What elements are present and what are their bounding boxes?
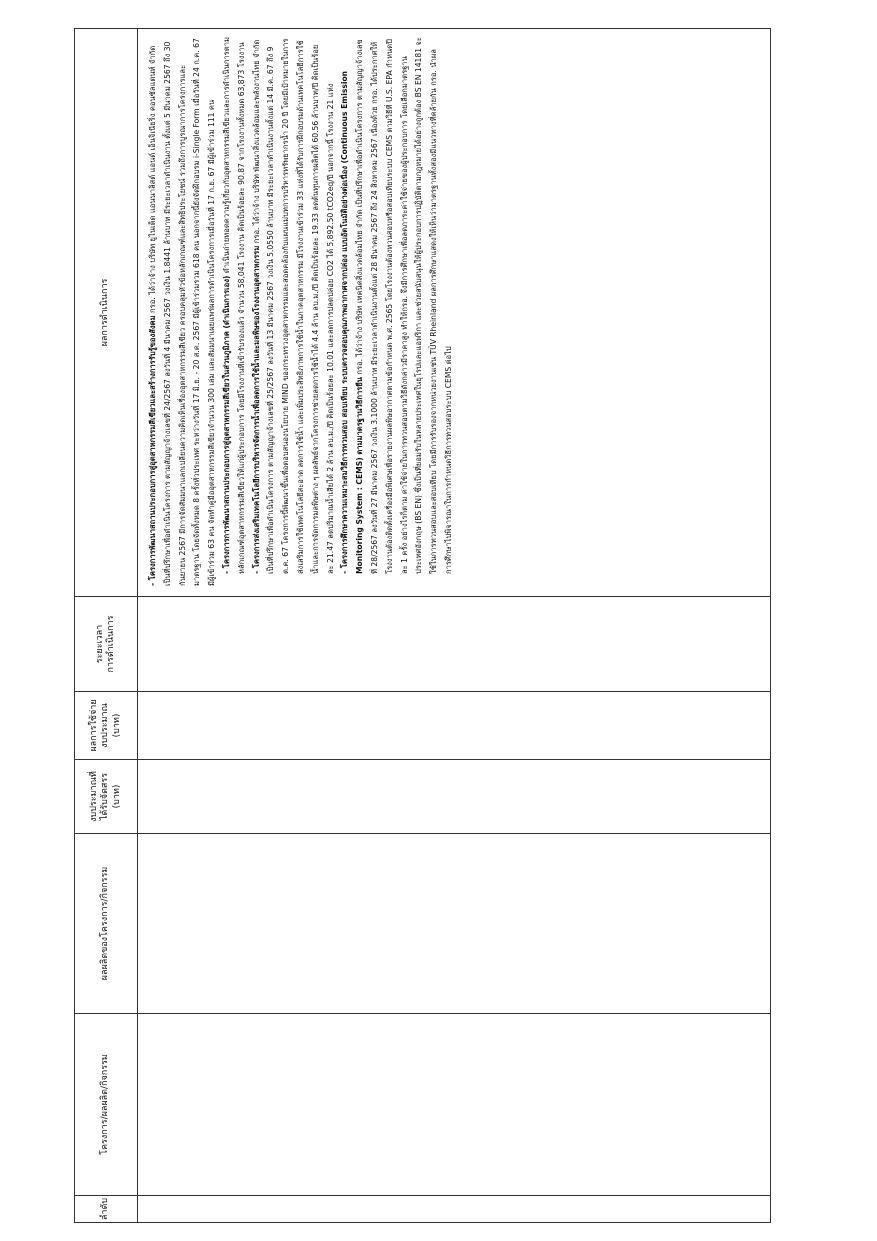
result-paragraph: - โครงการส่งเสริมเทคโนโลยีการบริหารจัดการน้ำเพื่อลดการใช้น้ำและมลพิษของโรงงานอุตสาหกรรม กรอ. ได้ว่าจ้าง บริษัท พัฒนาสิ่งแวดล้อมและพลังงานไทย จำกัด เป็นที่ปรึกษาเพื่อดำเนินโครงการ ตามสัญญาจ้างเลขที่ 25/2567 ลงวันที่ 13 มีนาคม 2567 วงเงิน 5.0550 ล้านบาท มีระยะเวลาดำเนินงานตั้งแต่ 14 มี.ค. 67 ถึง 9 ต.ค. 67 โครงการนี้พัฒนาขึ้นเพื่อตอบสนองนโยบาย MIND ของกระทรวงอุตสาหกรรมและสอดคล้องกับแผนแม่บทการบริหารทรัพยากรน้ำ 20 ปี โดยมีเป้าหมายในการส่งเสริมการใช้เทคโนโลยีสะอาด ลดการใช้น้ำ และเพิ่มประสิทธิภาพการใช้น้ำในภาคอุตสาหกรรม มีโรงงานเข้าร่วม 33 แห่งที่ได้รับการฝึกอบรมด้านเทคโนโลยีการใช้น้ำและการจัดการมลพิษต่าง ๆ ผลลัพธ์จากโครงการช่วยลดการใช้น้ำได้ 4.4 ล้าน ลบ.ม./ปี คิดเป็นร้อยละ 19.33 ลดต้นทุนการผลิตได้ 60.56 ล้านบาท/ปี คิดเป็นร้อยละ 21.47 ลดปริมาณน้ำเสียได้ 2 ล้าน ลบ.ม./ปี คิดเป็นร้อยละ 10.01 และลดการปลดปล่อย CO2 ได้ 5,892.50 tCO2eq/ปี นอกจากนี้ โรงงาน 21 แห่ง — [251, 38, 335, 574]
header-duration: ระยะเวลา การดำเนินการ — [75, 597, 138, 692]
result-paragraph: - โครงการการพัฒนาสถานประกอบการสู่อุตสาหกรรมสีเขียวในส่วนภูมิภาค (ดำเนินการเอง) ดำเนินถ่ายทอดความรู้เกี่ยวกับอุตสาหกรรมสีเขียวและการดำเนินการตามหลักเกณฑ์อุตสาหกรรมสีเขียวให้แก่ผู้ประกอบการ โดยมีโรงงานที่เข้ารับรองแล้ว จำนวน 58,041 โรงงาน คิดเป็นร้อยละ 90.87 จากโรงงานทั้งหมด 63,873 โรงงาน — [221, 37, 246, 574]
cell-output — [138, 834, 771, 1014]
header-budget-allocated: งบประมาณที่ ได้รับจัดสรร (บาท) — [75, 760, 138, 834]
table-row — [138, 29, 771, 1223]
cell-project — [138, 1014, 771, 1196]
header-no: ลำดับ — [75, 1196, 138, 1223]
result-paragraph: - โครงการศึกษาความเหมาะสมวิธีการทวนสอบ สอบเทียบ ระบบตรวจสอบคุณภาพอากาศจากปล่อง แบบอัตโนมัติอย่างต่อเนื่อง (Continuous Emission Monitoring System : CEMS) ตามมาตรฐานวิธีการยืน กรอ. ได้ว่าจ้าง บริษัท เทคนิคสิ่งแวดล้อมไทย จำกัด เป็นที่ปรึกษาเพื่อดำเนินโครงการ ตามสัญญาจ้างเลขที่ 28/2567 ลงวันที่ 27 มีนาคม 2567 วงเงิน 3.1000 ล้านบาท มีระยะเวลาดำเนินงานตั้งแต่ 28 มีนาคม 2567 ถึง 24 สิงหาคม 2567 เนื่องด้วย กรอ. ได้ประกาศให้โรงงานต้องติดตั้งเครื่องมือพิเศษเพื่อรายงานผลพิษอากาศตามข้อกำหนด พ.ศ. 2565 โดยโรงงานต้องทวนสอบหรือสอบเทียบระบบ CEMS ตามวิธีที่ U.S. EPA กำหนดปีละ 1 ครั้ง อย่างไรก็ตาม ค่าใช้จ่ายในการทวนสอบตามวิธีดังกล่าวมีราคาสูง ทำให้กรอ. จึงมีการศึกษาเพื่อลดภาระค่าใช้จ่ายของผู้ประกอบการ โดยเลือกมาตรฐานประเทศอังกฤษ (BS EN) ซึ่งเป็นที่ยอมรับในหลายประเทศในยุโรปและแอฟริกา และช่วยสนับสนุนให้ผู้ประกอบการปฏิบัติตามกฎหมายได้อย่างถูกต้อง BS EN 14181 จะใช้ในการทวนสอบและสอบเทียบ โดยมีการรับรองจากหน่วยงานเช่น TÜV Rheinland ผลการศึกษาแสดงให้เห็นว่ามาตรฐานทั้งสองมีแนวทางที่คล้ายกัน กรอ. นำผลการศึกษาไปพิจารณาในการกำหนดวิธีการทวนสอบระบบ CEMS ต่อไป — [340, 37, 453, 574]
cell-spent — [138, 692, 771, 760]
cell-result — [138, 29, 771, 597]
rotated-table-container — [74, 29, 771, 1223]
header-project: โครงการ/ผลผลิต/กิจกรรม — [75, 1014, 138, 1196]
cell-no — [138, 1196, 771, 1223]
report-table — [74, 28, 771, 1223]
header-spent: ผลการใช้จ่าย งบประมาณ (บาท) — [75, 692, 138, 760]
cell-duration — [138, 597, 771, 692]
header-row — [75, 29, 138, 1223]
cell-budget-allocated — [138, 760, 771, 834]
header-output: ผลผลิตของโครงการ/กิจกรรม — [75, 834, 138, 1014]
header-result: ผลการดำเนินการ — [75, 29, 138, 597]
result-paragraph: - โครงการพัฒนาสถานประกอบการสู่อุตสาหกรรมสีเขียวและสร้างการรับรู้ของสังคม กรอ. ได้ว่าจ้าง บริษัท ยูไนเต็ด แอนนาลิสต์ แอนด์ เอ็นจิเนียริ่ง คอนซัลแตนท์ จำกัด เป็นที่ปรึกษาเพื่อดำเนินโครงการ ตามสัญญาจ้างเลขที่ 24/2567 ลงวันที่ 4 มีนาคม 2567 วงเงิน 1.8441 ล้านบาท มีระยะเวลาดำเนินงาน ตั้งแต่ 5 มีนาคม 2567 ถึง 30 กันยายน 2567 มีการจัดสัมมนาแลกเปลี่ยนความคิดเห็นเรื่องอุตสาหกรรมสีเขียว ครอบคลุมหัวข้อหลักเกณฑ์และสิทธิประโยชน์ รวมถึงการบูรณาการโครงการและมาตรฐาน โดยจัดทั้งหมด 8 ครั้งทั่วประเทศ ระหว่างวันที่ 17 มิ.ย. - 20 ส.ค. 2567 มีผู้เข้าร่วมรวม 618 คน นอกจากนี้ยังจัดฝึกอบรม i-Single Form เมื่อวันที่ 24 ก.ค. 67 มีผู้เข้าร่วม 63 คน จัดทำคู่มืออุตสาหกรรมสีเขียวจำนวน 300 เล่ม และสัมมนาเผยแพร่ผลการดำเนินโครงการเมื่อวันที่ 17 ก.ย. 67 มีผู้เข้าร่วม 111 คน — [148, 38, 217, 586]
